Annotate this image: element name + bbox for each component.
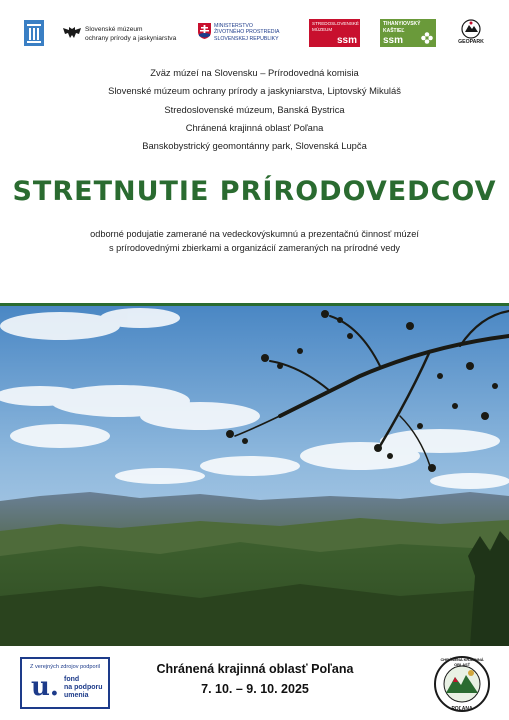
landscape-illustration xyxy=(0,306,509,646)
smopaj-logo-text xyxy=(85,25,176,43)
tihanyi-line2: KAŠTIEĽ xyxy=(383,28,405,34)
ministry-line1: MINISTERSTVO xyxy=(214,23,253,29)
museum-union-logo xyxy=(24,20,44,46)
smopaj-line2: ochrany prírody a jaskyniarstva xyxy=(85,35,177,42)
fund-line1: fond xyxy=(64,676,80,683)
ministry-line3: SLOVENSKEJ REPUBLIKY xyxy=(214,35,279,42)
organizer-line: Stredoslovenské múzeum, Banská Bystrica xyxy=(164,103,345,115)
tihanyi-logo xyxy=(380,19,436,47)
ministry-logo-text xyxy=(214,23,279,42)
event-dates: 7. 10. – 9. 10. 2025 xyxy=(201,682,309,696)
fund-mark: u. xyxy=(31,672,59,702)
fund-line2: na podporu xyxy=(64,684,103,691)
fund-logo xyxy=(20,657,110,709)
ssm-mark: ssm xyxy=(336,35,357,46)
event-place: Chránená krajinná oblasť Poľana xyxy=(156,662,354,676)
fund-top-text: Z verejných zdrojov podporil xyxy=(30,664,100,670)
organizer-line: Slovenské múzeum ochrany prírody a jaskyniarstva, Liptovský Mikuláš xyxy=(108,85,401,97)
organizer-line: Banskobystrický geomontánny park, Slovenská Lupča xyxy=(142,140,367,152)
geopark-label: GEOPARK xyxy=(458,39,484,45)
ssm-line2: MÚZEUM xyxy=(312,27,333,32)
ministry-line2: ŽIVOTNÉHO PROSTREDIA xyxy=(214,29,280,36)
coat-of-arms-icon xyxy=(198,23,211,39)
partner-logos-bar xyxy=(0,18,509,52)
badge-bottom-text: POĽANA xyxy=(451,706,473,712)
event-subtitle xyxy=(30,227,479,255)
subtitle-line1: odborné podujatie zamerané na vedeckovýskumnú a prezentačnú činnosť múzeí xyxy=(90,229,419,239)
fund-line3: umenia xyxy=(64,692,89,699)
organizer-line: Zväz múzeí na Slovensku – Prírodovedná komisia xyxy=(150,67,359,78)
tihanyi-line1: TIHANYIOVSKÝ xyxy=(383,21,421,27)
event-title: STRETNUTIE PRÍRODOVEDCOV xyxy=(12,176,497,207)
organizers-list xyxy=(0,64,509,155)
ssm-logo xyxy=(309,19,360,47)
badge-top-text: CHRÁNENÁ KRAJINNÁ OBLASŤ xyxy=(440,657,484,667)
smopaj-line1: Slovenské múzeum xyxy=(85,26,143,33)
landscape-photo xyxy=(0,306,509,646)
subtitle-line2: s prírodovednými zbierkami a organizácií zameraných na prírodné vedy xyxy=(108,243,401,253)
organizer-line: Chránená krajinná oblasť Poľana xyxy=(185,121,324,133)
bat-icon xyxy=(62,26,82,40)
polana-badge xyxy=(433,655,491,713)
tihanyi-mark: ssm xyxy=(383,35,404,46)
flower-icon xyxy=(421,32,433,44)
ssm-line1: STREDOSLOVENSKÉ xyxy=(312,21,359,26)
fund-name xyxy=(64,676,103,700)
